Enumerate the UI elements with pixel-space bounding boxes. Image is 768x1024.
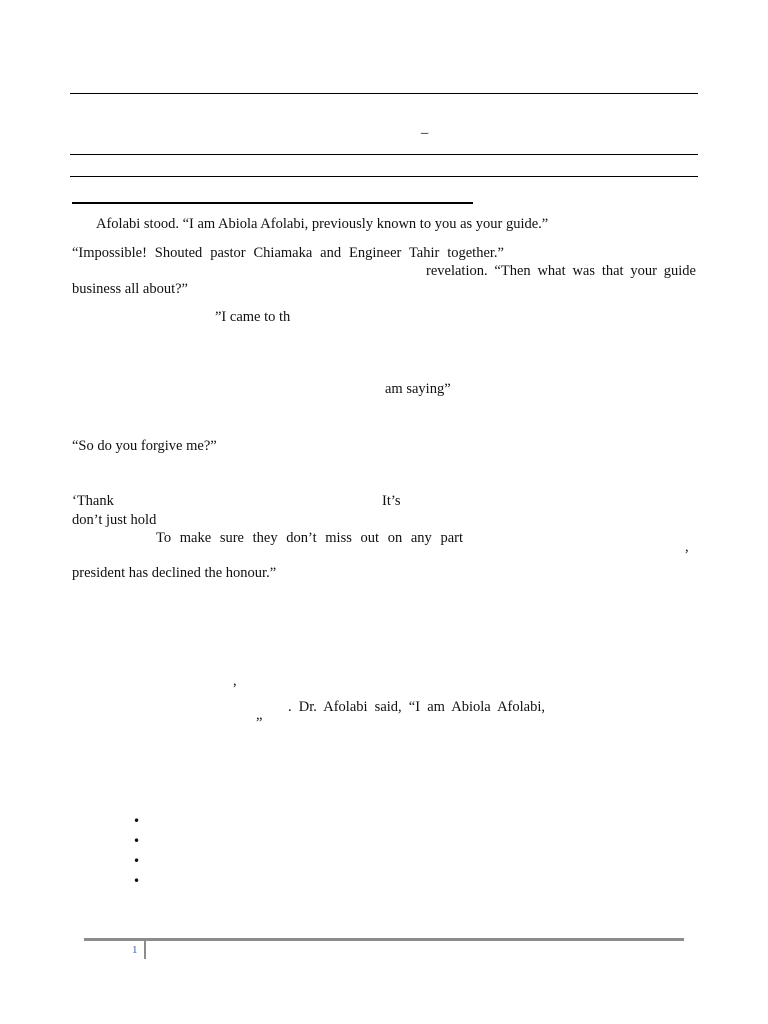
header-rule-top bbox=[70, 93, 698, 94]
paragraph-line-4: business all about?” bbox=[72, 281, 188, 297]
list-bullet-1: • bbox=[133, 814, 141, 828]
list-bullet-2: • bbox=[133, 834, 141, 848]
header-dash: – bbox=[421, 125, 429, 141]
list-bullet-4: • bbox=[133, 874, 141, 888]
footer-rule bbox=[84, 938, 684, 941]
paragraph-line-10-comma: , bbox=[685, 539, 689, 555]
paragraph-line-8b: It’s bbox=[382, 493, 401, 509]
paragraph-line-1: Afolabi stood. “I am Abiola Afolabi, previously known to you as your guide.” bbox=[96, 216, 549, 232]
paragraph-line-13: . Dr. Afolabi said, “I am Abiola Afolabi, bbox=[288, 699, 545, 715]
page-number: 1 bbox=[132, 944, 138, 956]
header-rule-middle bbox=[70, 154, 698, 155]
paragraph-line-12: , bbox=[233, 673, 237, 689]
paragraph-line-10: To make sure they don’t miss out on any part bbox=[156, 530, 463, 546]
paragraph-line-3: revelation. “Then what was that your guide bbox=[426, 263, 696, 279]
paragraph-line-5: ”I came to th bbox=[215, 309, 291, 325]
paragraph-line-7: “So do you forgive me?” bbox=[72, 438, 217, 454]
paragraph-line-6: am saying” bbox=[385, 381, 451, 397]
header-rule-bottom bbox=[70, 176, 698, 177]
paragraph-line-8a: ‘Thank bbox=[72, 493, 114, 509]
list-bullet-3: • bbox=[133, 854, 141, 868]
paragraph-line-2: “Impossible! Shouted pastor Chiamaka and Engineer Tahir together.” bbox=[72, 245, 504, 261]
footer-divider bbox=[144, 939, 146, 959]
paragraph-line-14: ” bbox=[256, 715, 263, 731]
section-rule bbox=[72, 202, 473, 204]
paragraph-line-9: don’t just hold bbox=[72, 512, 157, 528]
paragraph-line-11: president has declined the honour.” bbox=[72, 565, 277, 581]
